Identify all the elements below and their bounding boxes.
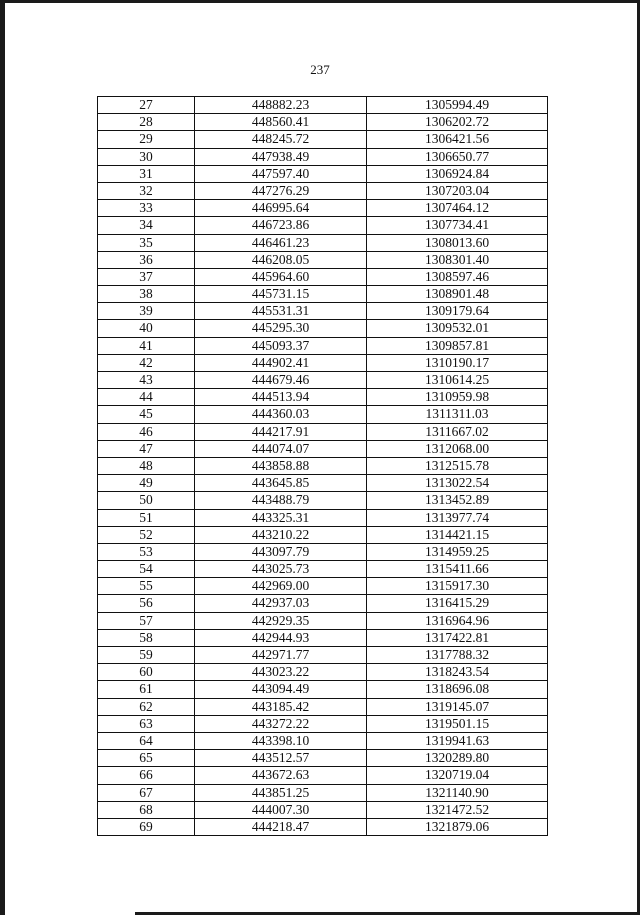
x-coordinate-cell: 443398.10: [194, 733, 366, 749]
table-row: [97, 681, 548, 698]
table-row: [97, 97, 548, 114]
x-coordinate-cell: 442937.03: [194, 595, 366, 611]
point-number-cell: 48: [97, 458, 194, 474]
y-coordinate-cell: 1315917.30: [366, 578, 548, 594]
y-coordinate-cell: 1320719.04: [366, 767, 548, 783]
x-coordinate-cell: 444074.07: [194, 441, 366, 457]
y-coordinate-cell: 1314421.15: [366, 527, 548, 543]
x-coordinate-cell: 443023.22: [194, 664, 366, 680]
y-coordinate-cell: 1308013.60: [366, 235, 548, 251]
point-number-cell: 60: [97, 664, 194, 680]
point-number-cell: 47: [97, 441, 194, 457]
x-coordinate-cell: 446995.64: [194, 200, 366, 216]
x-coordinate-cell: 443672.63: [194, 767, 366, 783]
point-number-cell: 31: [97, 166, 194, 182]
point-number-cell: 57: [97, 613, 194, 629]
table-row: [97, 492, 548, 509]
table-row: [97, 767, 548, 784]
table-row: [97, 166, 548, 183]
y-coordinate-cell: 1319145.07: [366, 699, 548, 715]
x-coordinate-cell: 446461.23: [194, 235, 366, 251]
table-row: [97, 372, 548, 389]
table-row: [97, 664, 548, 681]
table-row: [97, 458, 548, 475]
y-coordinate-cell: 1309857.81: [366, 338, 548, 354]
y-coordinate-cell: 1312515.78: [366, 458, 548, 474]
x-coordinate-cell: 444902.41: [194, 355, 366, 371]
x-coordinate-cell: 446208.05: [194, 252, 366, 268]
x-coordinate-cell: 443858.88: [194, 458, 366, 474]
point-number-cell: 52: [97, 527, 194, 543]
x-coordinate-cell: 443325.31: [194, 510, 366, 526]
point-number-cell: 32: [97, 183, 194, 199]
point-number-cell: 65: [97, 750, 194, 766]
x-coordinate-cell: 444217.91: [194, 424, 366, 440]
y-coordinate-cell: 1310959.98: [366, 389, 548, 405]
table-row: [97, 355, 548, 372]
x-coordinate-cell: 443512.57: [194, 750, 366, 766]
y-coordinate-cell: 1318696.08: [366, 681, 548, 697]
point-number-cell: 58: [97, 630, 194, 646]
x-coordinate-cell: 445093.37: [194, 338, 366, 354]
point-number-cell: 68: [97, 802, 194, 818]
y-coordinate-cell: 1309532.01: [366, 320, 548, 336]
y-coordinate-cell: 1310614.25: [366, 372, 548, 388]
scan-border-top: [0, 0, 640, 3]
point-number-cell: 49: [97, 475, 194, 491]
y-coordinate-cell: 1312068.00: [366, 441, 548, 457]
point-number-cell: 59: [97, 647, 194, 663]
point-number-cell: 38: [97, 286, 194, 302]
x-coordinate-cell: 443025.73: [194, 561, 366, 577]
table-row: [97, 613, 548, 630]
table-row: [97, 441, 548, 458]
table-row: [97, 286, 548, 303]
point-number-cell: 39: [97, 303, 194, 319]
x-coordinate-cell: 443210.22: [194, 527, 366, 543]
point-number-cell: 30: [97, 149, 194, 165]
table-row: [97, 802, 548, 819]
x-coordinate-cell: 447938.49: [194, 149, 366, 165]
x-coordinate-cell: 443645.85: [194, 475, 366, 491]
point-number-cell: 40: [97, 320, 194, 336]
y-coordinate-cell: 1314959.25: [366, 544, 548, 560]
table-row: [97, 561, 548, 578]
y-coordinate-cell: 1308901.48: [366, 286, 548, 302]
point-number-cell: 53: [97, 544, 194, 560]
y-coordinate-cell: 1306650.77: [366, 149, 548, 165]
table-row: [97, 149, 548, 166]
y-coordinate-cell: 1320289.80: [366, 750, 548, 766]
y-coordinate-cell: 1316964.96: [366, 613, 548, 629]
table-row: [97, 235, 548, 252]
table-row: [97, 217, 548, 234]
table-row: [97, 699, 548, 716]
table-row: [97, 630, 548, 647]
point-number-cell: 45: [97, 406, 194, 422]
point-number-cell: 28: [97, 114, 194, 130]
point-number-cell: 35: [97, 235, 194, 251]
y-coordinate-cell: 1307203.04: [366, 183, 548, 199]
x-coordinate-cell: 445964.60: [194, 269, 366, 285]
table-row: [97, 424, 548, 441]
table-row: [97, 200, 548, 217]
table-row: [97, 406, 548, 423]
y-coordinate-cell: 1307464.12: [366, 200, 548, 216]
table-row: [97, 716, 548, 733]
table-row: [97, 338, 548, 355]
point-number-cell: 64: [97, 733, 194, 749]
y-coordinate-cell: 1313977.74: [366, 510, 548, 526]
table-row: [97, 269, 548, 286]
x-coordinate-cell: 447276.29: [194, 183, 366, 199]
x-coordinate-cell: 443185.42: [194, 699, 366, 715]
x-coordinate-cell: 443851.25: [194, 785, 366, 801]
table-row: [97, 475, 548, 492]
x-coordinate-cell: 445531.31: [194, 303, 366, 319]
point-number-cell: 34: [97, 217, 194, 233]
x-coordinate-cell: 443488.79: [194, 492, 366, 508]
point-number-cell: 46: [97, 424, 194, 440]
y-coordinate-cell: 1313022.54: [366, 475, 548, 491]
x-coordinate-cell: 448882.23: [194, 97, 366, 113]
y-coordinate-cell: 1310190.17: [366, 355, 548, 371]
x-coordinate-cell: 447597.40: [194, 166, 366, 182]
x-coordinate-cell: 444679.46: [194, 372, 366, 388]
x-coordinate-cell: 444513.94: [194, 389, 366, 405]
point-number-cell: 62: [97, 699, 194, 715]
x-coordinate-cell: 443097.79: [194, 544, 366, 560]
table-row: [97, 733, 548, 750]
point-number-cell: 43: [97, 372, 194, 388]
y-coordinate-cell: 1311667.02: [366, 424, 548, 440]
x-coordinate-cell: 445295.30: [194, 320, 366, 336]
table-row: [97, 114, 548, 131]
point-number-cell: 63: [97, 716, 194, 732]
x-coordinate-cell: 444007.30: [194, 802, 366, 818]
y-coordinate-cell: 1308597.46: [366, 269, 548, 285]
y-coordinate-cell: 1308301.40: [366, 252, 548, 268]
table-row: [97, 527, 548, 544]
point-number-cell: 41: [97, 338, 194, 354]
table-row: [97, 647, 548, 664]
y-coordinate-cell: 1321879.06: [366, 819, 548, 835]
y-coordinate-cell: 1319941.63: [366, 733, 548, 749]
y-coordinate-cell: 1309179.64: [366, 303, 548, 319]
table-row: [97, 819, 548, 836]
table-row: [97, 183, 548, 200]
x-coordinate-cell: 442969.00: [194, 578, 366, 594]
table-row: [97, 131, 548, 148]
coordinate-table: [97, 96, 548, 836]
point-number-cell: 33: [97, 200, 194, 216]
x-coordinate-cell: 442971.77: [194, 647, 366, 663]
x-coordinate-cell: 448245.72: [194, 131, 366, 147]
point-number-cell: 44: [97, 389, 194, 405]
point-number-cell: 55: [97, 578, 194, 594]
point-number-cell: 66: [97, 767, 194, 783]
y-coordinate-cell: 1306202.72: [366, 114, 548, 130]
y-coordinate-cell: 1306924.84: [366, 166, 548, 182]
point-number-cell: 37: [97, 269, 194, 285]
point-number-cell: 29: [97, 131, 194, 147]
table-row: [97, 320, 548, 337]
table-row: [97, 595, 548, 612]
x-coordinate-cell: 445731.15: [194, 286, 366, 302]
x-coordinate-cell: 444218.47: [194, 819, 366, 835]
y-coordinate-cell: 1317788.32: [366, 647, 548, 663]
point-number-cell: 69: [97, 819, 194, 835]
y-coordinate-cell: 1307734.41: [366, 217, 548, 233]
table-row: [97, 252, 548, 269]
point-number-cell: 67: [97, 785, 194, 801]
table-row: [97, 544, 548, 561]
point-number-cell: 56: [97, 595, 194, 611]
y-coordinate-cell: 1321140.90: [366, 785, 548, 801]
page-number: 237: [310, 62, 330, 77]
y-coordinate-cell: 1321472.52: [366, 802, 548, 818]
x-coordinate-cell: 443272.22: [194, 716, 366, 732]
table-row: [97, 785, 548, 802]
table-row: [97, 389, 548, 406]
x-coordinate-cell: 442944.93: [194, 630, 366, 646]
y-coordinate-cell: 1315411.66: [366, 561, 548, 577]
y-coordinate-cell: 1313452.89: [366, 492, 548, 508]
x-coordinate-cell: 443094.49: [194, 681, 366, 697]
table-row: [97, 510, 548, 527]
point-number-cell: 36: [97, 252, 194, 268]
y-coordinate-cell: 1317422.81: [366, 630, 548, 646]
y-coordinate-cell: 1318243.54: [366, 664, 548, 680]
point-number-cell: 27: [97, 97, 194, 113]
y-coordinate-cell: 1319501.15: [366, 716, 548, 732]
point-number-cell: 61: [97, 681, 194, 697]
table-row: [97, 303, 548, 320]
x-coordinate-cell: 446723.86: [194, 217, 366, 233]
point-number-cell: 51: [97, 510, 194, 526]
y-coordinate-cell: 1311311.03: [366, 406, 548, 422]
point-number-cell: 54: [97, 561, 194, 577]
y-coordinate-cell: 1305994.49: [366, 97, 548, 113]
point-number-cell: 42: [97, 355, 194, 371]
point-number-cell: 50: [97, 492, 194, 508]
y-coordinate-cell: 1306421.56: [366, 131, 548, 147]
scan-border-left: [0, 0, 5, 915]
x-coordinate-cell: 444360.03: [194, 406, 366, 422]
table-row: [97, 750, 548, 767]
y-coordinate-cell: 1316415.29: [366, 595, 548, 611]
table-row: [97, 578, 548, 595]
x-coordinate-cell: 448560.41: [194, 114, 366, 130]
x-coordinate-cell: 442929.35: [194, 613, 366, 629]
